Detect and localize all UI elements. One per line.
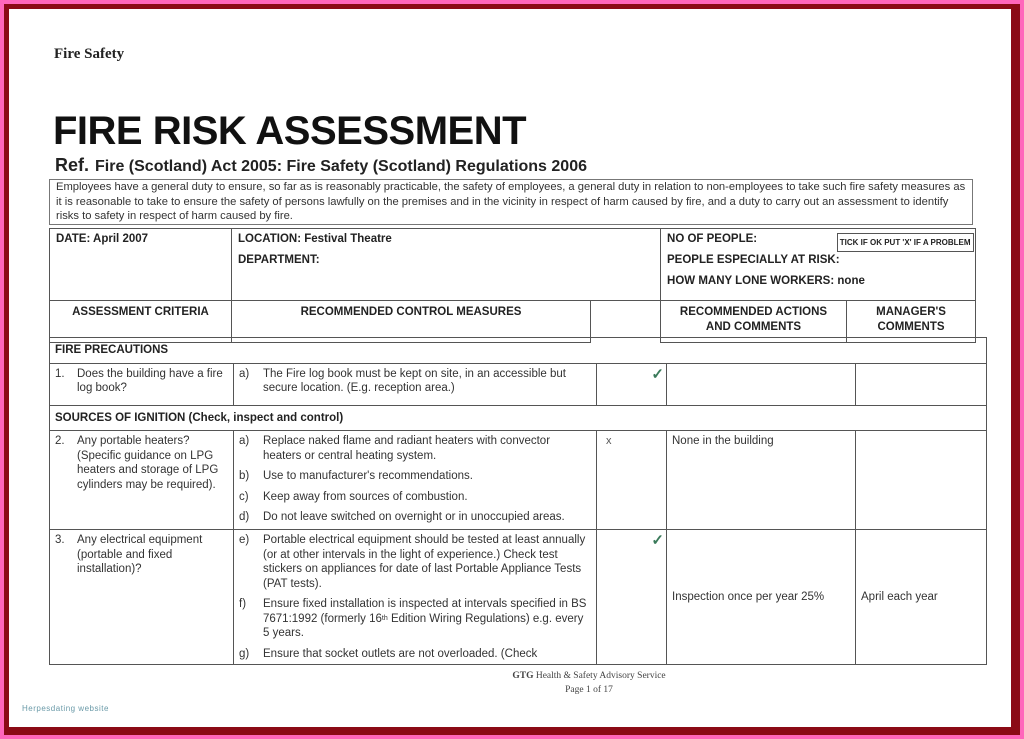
- lone-workers-value: none: [837, 275, 865, 287]
- tick-cell[interactable]: [597, 431, 667, 530]
- manager-cell[interactable]: April each year: [856, 530, 987, 665]
- checkmark-icon: ✓: [651, 532, 664, 549]
- criteria-text: Any portable heaters? (Specific guidance on LPG heaters and storage of LPG cylinders may be required).: [77, 435, 219, 491]
- page-number: Page 1 of 17: [565, 685, 613, 695]
- table-row: [50, 530, 987, 665]
- actions-cell[interactable]: None in the building: [667, 431, 856, 530]
- measure-letter: c): [239, 490, 249, 503]
- section-title: FIRE PRECAUTIONS: [50, 338, 987, 364]
- no-of-people-field: NO OF PEOPLE:: [667, 233, 758, 245]
- location-cell: [232, 229, 661, 301]
- criteria-text: Any electrical equipment (portable and fixed installation)?: [77, 534, 203, 575]
- measure-letter: d): [239, 511, 250, 523]
- measure-text: Do not leave switched on overnight or in unoccupied areas.: [263, 511, 565, 523]
- ref-label: Ref.: [55, 155, 90, 175]
- actions-cell[interactable]: [667, 363, 856, 405]
- column-header-actions: RECOMMENDED ACTIONS AND COMMENTS: [661, 301, 847, 343]
- criteria-text: Does the building have a fire log book?: [77, 367, 223, 394]
- measure-text: The Fire log book must be kept on site, in an accessible but secure location. (E.g. reception area.): [263, 367, 566, 394]
- watermark-text: Herpesdating website: [22, 704, 109, 713]
- intro-paragraph: Employees have a general duty to ensure, so far as is reasonably practicable, the safety of employees, a general duty in relation to non-employees to take such fire safety measures as it is reasonable to take to ensure the safety of persons lawfully on the premises and in the vicinity in respect of harm caused by fire, and a duty to carry out an assessment to identify risks to safety in respect of harm caused by fire.: [49, 179, 973, 225]
- footer-organization: GTG Health & Safety Advisory Service: [512, 671, 666, 681]
- document-page: [9, 9, 1011, 727]
- header-table: [49, 228, 976, 343]
- criteria-cell: [50, 431, 234, 530]
- date-field: DATE: April 2007: [56, 233, 149, 245]
- measure-letter: f): [239, 598, 247, 610]
- date-cell: [50, 229, 232, 301]
- document-reference: [55, 155, 587, 176]
- department-field: DEPARTMENT:: [238, 254, 320, 266]
- ref-text: Fire (Scotland) Act 2005: Fire Safety (Scotland) Regulations 2006: [95, 158, 587, 175]
- measures-cell: [234, 530, 597, 665]
- measure-letter: a): [239, 367, 250, 380]
- criteria-cell: [50, 530, 234, 665]
- row-number: 2.: [55, 435, 65, 447]
- criteria-cell: [50, 363, 234, 405]
- measure-text: Use to manufacturer's recommendations.: [263, 470, 473, 482]
- checkmark-icon: ✓: [651, 365, 664, 383]
- column-header-measures: RECOMMENDED CONTROL MEASURES: [232, 301, 591, 343]
- measures-cell: [234, 363, 597, 405]
- manager-cell[interactable]: [856, 431, 987, 530]
- people-at-risk-field: PEOPLE ESPECIALLY AT RISK:: [667, 254, 840, 266]
- measure-letter: b): [239, 470, 250, 482]
- x-mark-icon: x: [606, 435, 612, 447]
- lone-workers-field: [667, 275, 969, 296]
- lone-workers-label: HOW MANY LONE WORKERS:: [667, 275, 835, 287]
- actions-cell[interactable]: Inspection once per year 25%: [667, 530, 856, 665]
- assessment-table: [49, 337, 987, 665]
- location-field: LOCATION: Festival Theatre: [238, 233, 392, 245]
- row-number: 1.: [55, 367, 65, 380]
- row-number: 3.: [55, 534, 65, 546]
- measure-text: Keep away from sources of combustion.: [263, 490, 468, 503]
- running-head: Fire Safety: [54, 46, 125, 62]
- section-header-row: [50, 405, 987, 431]
- measure-letter: g): [239, 647, 250, 660]
- tick-cell[interactable]: [597, 530, 667, 665]
- section-header-row: [50, 338, 987, 364]
- column-header-criteria: ASSESSMENT CRITERIA: [50, 301, 232, 343]
- document-title: FIRE RISK ASSESSMENT: [53, 109, 527, 153]
- column-header-manager: MANAGER'S COMMENTS: [847, 301, 976, 343]
- measure-text: Ensure fixed installation is inspected at intervals specified in BS 7671:1992 (formerly 16th Edition Wiring Regulations) e.g. every 5 years.: [263, 598, 587, 639]
- measure-text: Replace naked flame and radiant heaters with convector heaters or central heating system.: [263, 435, 551, 462]
- measure-text: Ensure that socket outlets are not overloaded. (Check: [263, 647, 538, 660]
- measure-letter: a): [239, 435, 250, 447]
- table-row: [50, 431, 987, 530]
- page-footer: [389, 669, 789, 697]
- measure-letter: e): [239, 534, 250, 546]
- manager-cell[interactable]: [856, 363, 987, 405]
- column-header-tick: TICK IF OK PUT 'X' IF A PROBLEM: [837, 233, 974, 252]
- measures-cell: [234, 431, 597, 530]
- tick-cell[interactable]: [597, 363, 667, 405]
- measure-text: Portable electrical equipment should be tested at least annually (or at other intervals in the light of experience.) Check test stickers on appliances for date of last Portable Appliance Tests (PAT tests).: [263, 534, 586, 590]
- table-row: [50, 363, 987, 405]
- section-title: SOURCES OF IGNITION (Check, inspect and control): [50, 405, 987, 431]
